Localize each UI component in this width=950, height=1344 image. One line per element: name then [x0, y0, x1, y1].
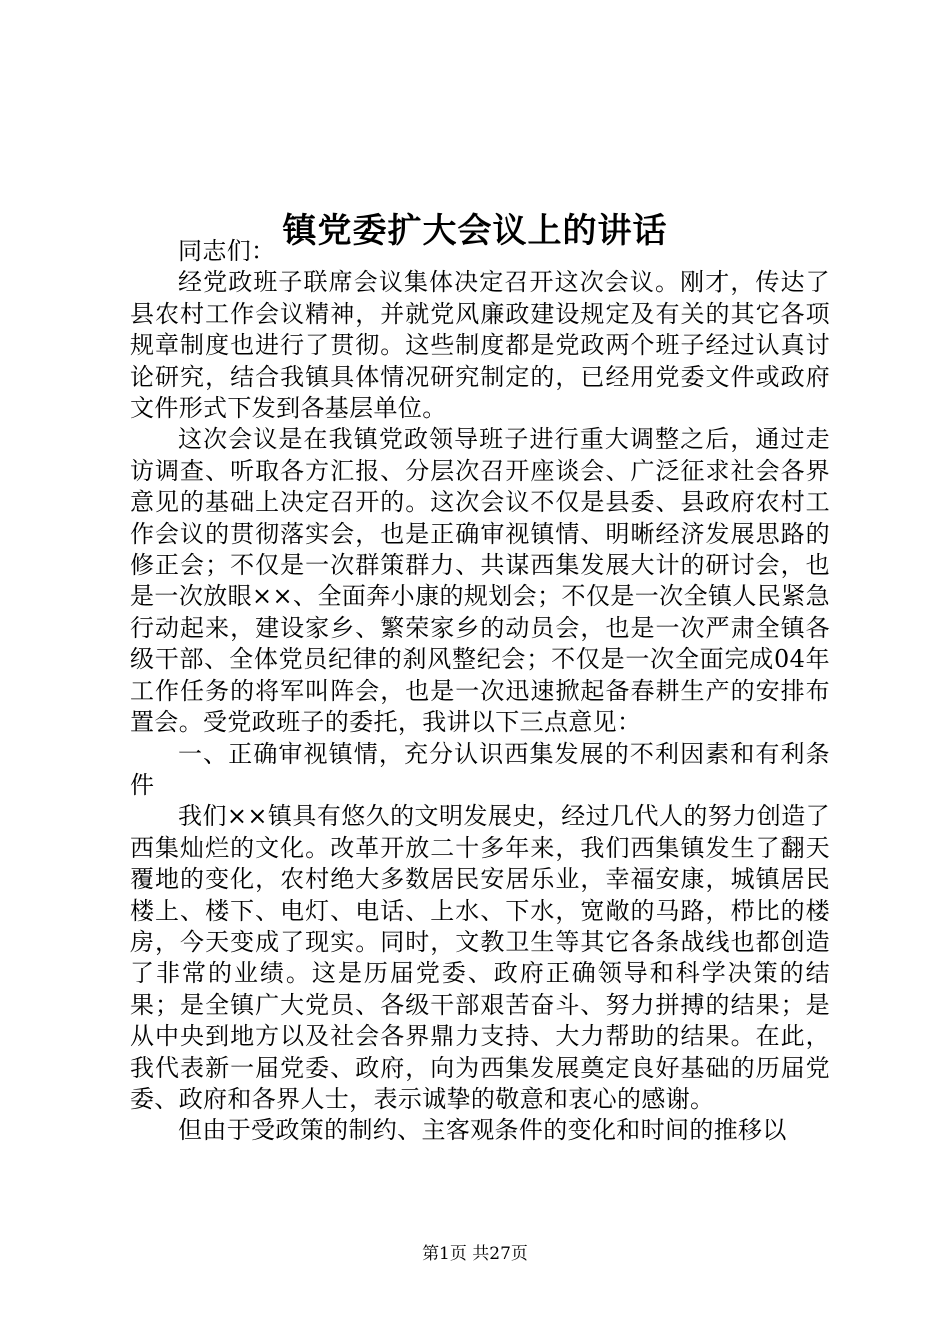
section-heading-1: 一、正确审视镇情，充分认识西集发展的不利因素和有利条件	[130, 739, 830, 799]
document-body	[130, 236, 830, 1147]
paragraph-3: 我们××镇具有悠久的文明发展史，经过几代人的努力创造了西集灿烂的文化。改革开放二十多年来，我们西集镇发生了翻天覆地的变化，农村绝大多数居民安居乐业，幸福安康，城镇居民楼上、楼下、电灯、电话、上水、下水，宽敞的马路，栉比的楼房，今天变成了现实。同时，文教卫生等其它各条战线也都创造了非常的业绩。这是历届党委、政府正确领导和科学决策的结果；是全镇广大党员、各级干部艰苦奋斗、努力拼搏的结果；是从中央到地方以及社会各界鼎力支持、大力帮助的结果。在此，我代表新一届党委、政府，向为西集发展奠定良好基础的历届党委、政府和各界人士，表示诚挚的敬意和衷心的感谢。	[130, 802, 830, 1113]
paragraph-1: 经党政班子联席会议集体决定召开这次会议。刚才，传达了县农村工作会议精神，并就党风廉政建设规定及有关的其它各项规章制度也进行了贯彻。这些制度都是党政两个班子经过认真讨论研究，结合我镇具体情况研究制定的，已经用党委文件或政府文件形式下发到各基层单位。	[130, 268, 830, 423]
page-number-footer: 第1页 共27页	[422, 1244, 528, 1264]
paragraph-4: 但由于受政策的制约、主客观条件的变化和时间的推移以	[178, 1116, 787, 1145]
paragraph-salutation: 同志们：	[178, 237, 276, 265]
document-title: 镇党委扩大会议上的讲话	[282, 210, 668, 251]
paragraph-2: 这次会议是在我镇党政领导班子进行重大调整之后，通过走访调查、听取各方汇报、分层次召开座谈会、广泛征求社会各界意见的基础上决定召开的。这次会议不仅是县委、县政府农村工作会议的贯彻落实会，也是正确审视镇情、明晰经济发展思路的修正会；不仅是一次群策群力、共谋西集发展大计的研讨会，也是一次放眼××、全面奔小康的规划会；不仅是一次全镇人民紧急行动起来，建设家乡、繁荣家乡的动员会，也是一次严肃全镇各级干部、全体党员纪律的刹风整纪会；不仅是一次全面完成04年工作任务的将军叫阵会，也是一次迅速掀起备春耕生产的安排布置会。受党政班子的委托，我讲以下三点意见：	[130, 425, 830, 737]
